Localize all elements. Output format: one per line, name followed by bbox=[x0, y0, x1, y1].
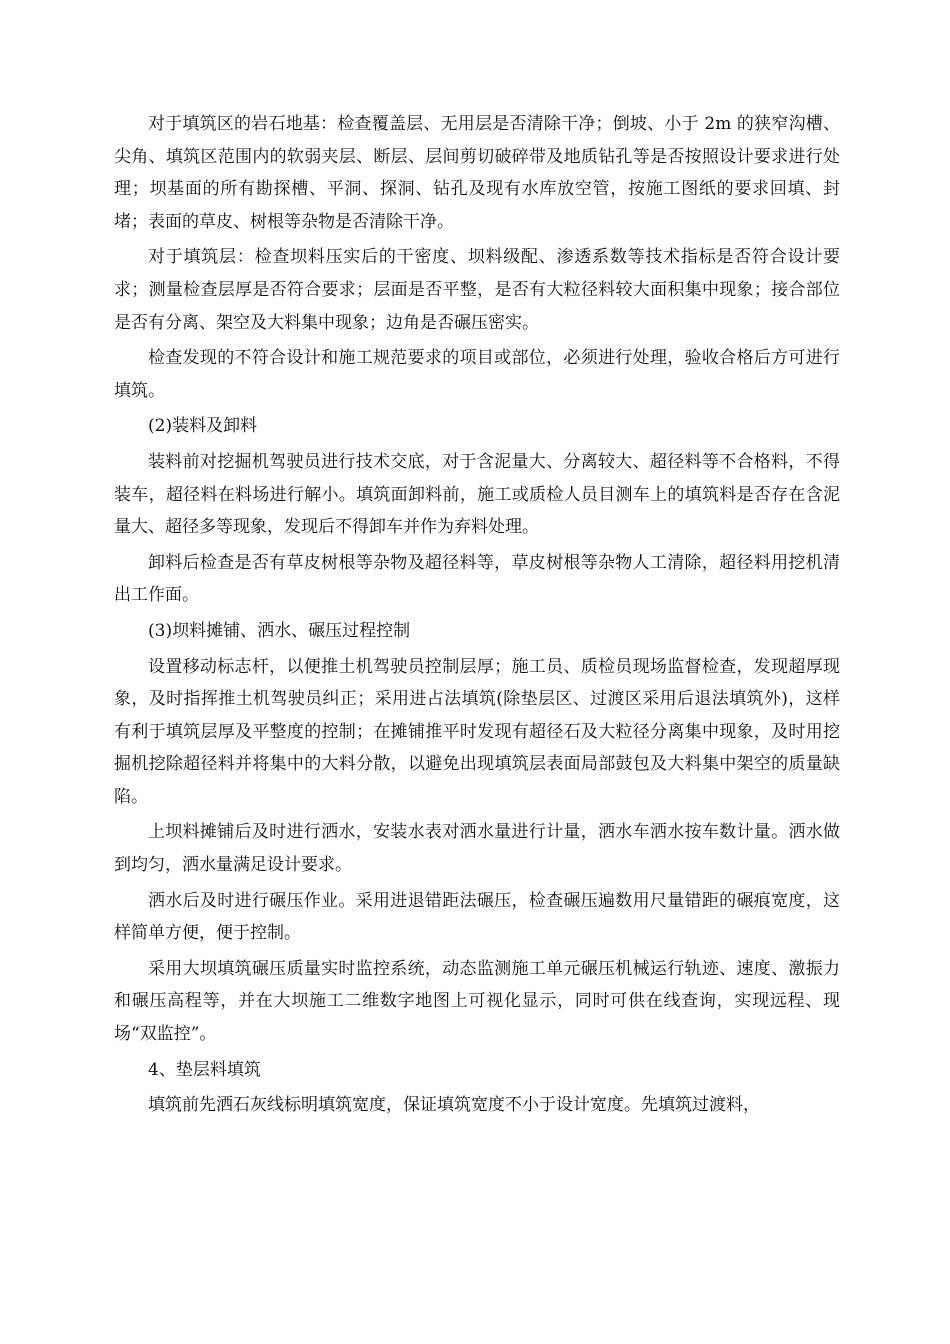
section-heading-spreading: (3)坝料摊铺、洒水、碾压过程控制 bbox=[148, 620, 411, 641]
paragraph-rock-foundation: 对于填筑区的岩石地基：检查覆盖层、无用层是否清除干净；倒坡、小于 2m 的狭窄沟槽、尖角、填筑区范围内的软弱夹层、断层、层间剪切破碎带及地质钻孔等是否按照设计要求进行处理；坝基面的所有勘探槽、平洞、探洞、钻孔及现有水库放空管，按施工图纸的要求回填、封堵；表面的草皮、树根等杂物是否清除干净。 bbox=[114, 114, 840, 232]
paragraph-watering: 上坝料摊铺后及时进行洒水，安装水表对洒水量进行计量，洒水车洒水按车数计量。洒水做到均匀，洒水量满足设计要求。 bbox=[114, 822, 840, 876]
paragraph-spreading: 设置移动标志杆，以便推土机驾驶员控制层厚；施工员、质检员现场监督检查，发现超厚现象，及时指挥推土机驾驶员纠正；采用进占法填筑(除垫层区、过渡区采用后退法填筑外)，这样有利于填筑层厚及平整度的控制；在摊铺推平时发现有超径石及大粒径分离集中现象，及时用挖掘机挖除超径料并将集中的大料分散，以避免出现填筑层表面局部鼓包及大料集中架空的质量缺陷。 bbox=[114, 656, 840, 807]
paragraph-monitoring: 采用大坝填筑碾压质量实时监控系统，动态监测施工单元碾压机械运行轨迹、速度、激振力和碾压高程等，并在大坝施工二维数字地图上可视化显示，同时可供在线查询，实现远程、现场“双监控”。 bbox=[114, 958, 840, 1045]
document-body bbox=[114, 108, 840, 1125]
paragraph-nonconformity: 检查发现的不符合设计和施工规范要求的项目或部位，必须进行处理，验收合格后方可进行填筑。 bbox=[114, 348, 840, 401]
paragraph-unloading: 卸料后检查是否有草皮树根等杂物及超径料等，草皮树根等杂物人工清除，超径料用挖机清出工作面。 bbox=[114, 552, 840, 606]
paragraph-compaction: 洒水后及时进行碾压作业。采用进退错距法碾压，检查碾压遍数用尺量错距的碾痕宽度，这样简单方便，便于控制。 bbox=[114, 890, 840, 944]
section-heading-cushion: 4、垫层料填筑 bbox=[148, 1059, 261, 1080]
paragraph-cushion: 填筑前先洒石灰线标明填筑宽度，保证填筑宽度不小于设计宽度。先填筑过渡料， bbox=[148, 1095, 760, 1116]
paragraph-loading: 装料前对挖掘机驾驶员进行技术交底，对于含泥量大、分离较大、超径料等不合格料，不得装车，超径料在料场进行解小。填筑面卸料前，施工或质检人员目测车上的填筑料是否存在含泥量大、超径多等现象，发现后不得卸车并作为弃料处理。 bbox=[114, 451, 840, 538]
section-heading-loading: (2)装料及卸料 bbox=[148, 416, 258, 437]
paragraph-fill-layer: 对于填筑层：检查坝料压实后的干密度、坝料级配、渗透系数等技术指标是否符合设计要求；测量检查层厚是否符合要求；层面是否平整，是否有大粒径料较大面积集中现象；接合部位是否有分离、架空及大料集中现象；边角是否碾压密实。 bbox=[114, 247, 840, 333]
